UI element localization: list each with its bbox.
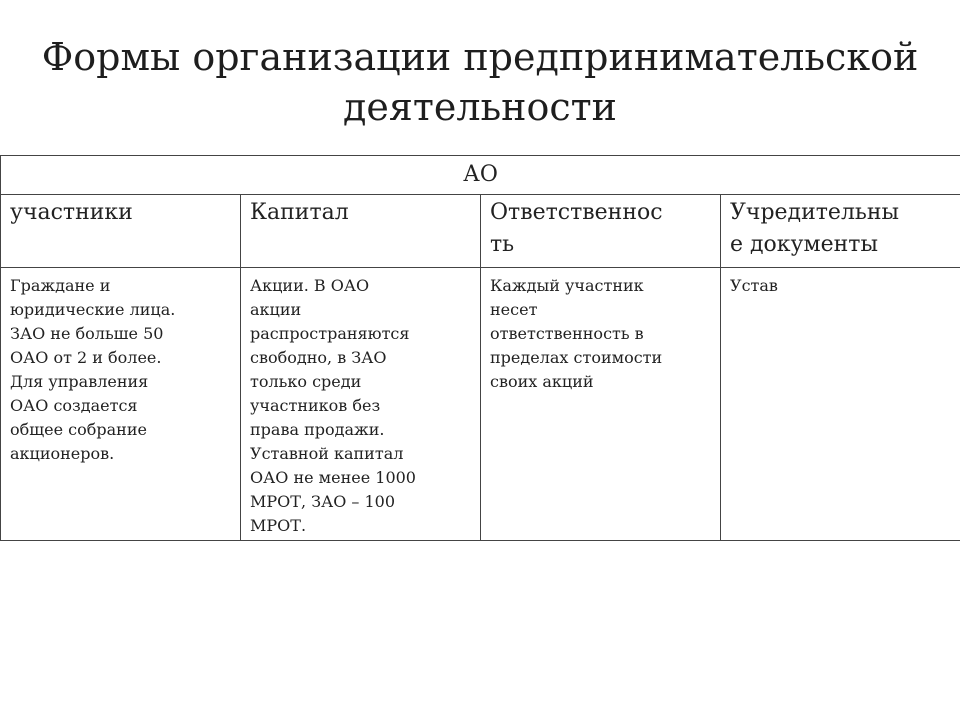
cell-capital-text — [241, 268, 480, 540]
slide-title-line-1: Формы организации предпринимательской — [41, 35, 919, 79]
cell-text-line: распространяются — [250, 324, 410, 343]
slide-title — [0, 32, 960, 132]
cell-text-line: Граждане и — [10, 276, 111, 295]
cell-text-line: юридические лица. — [10, 300, 176, 319]
column-header-text-cont: е документы — [730, 232, 878, 257]
column-header-founding-documents — [721, 195, 960, 268]
column-header-participants — [1, 195, 241, 268]
cell-text-line: ОАО создается — [10, 396, 138, 415]
cell-text-line: акционеров. — [10, 444, 115, 463]
cell-text-line: только среди — [250, 372, 362, 391]
cell-text-line: Устав — [730, 276, 778, 295]
cell-text-line: МРОТ, ЗАО – 100 — [250, 492, 396, 511]
cell-text-line: свободно, в ЗАО — [250, 348, 387, 367]
ao-table — [0, 155, 960, 541]
cell-text-line: акции — [250, 300, 302, 319]
table-header-row — [1, 195, 960, 268]
cell-text-line: ОАО от 2 и более. — [10, 348, 162, 367]
cell-founding-documents-text — [721, 268, 960, 300]
column-header-text: Учредительны — [730, 200, 900, 225]
column-header-text: участники — [10, 200, 133, 225]
column-header-text-cont: ть — [490, 232, 515, 257]
column-header-liability — [481, 195, 721, 268]
table-group-header: АО — [1, 156, 960, 195]
slide-title-line-2: деятельности — [342, 85, 618, 129]
cell-participants-text — [1, 268, 240, 468]
cell-capital — [241, 268, 481, 541]
cell-liability-text — [481, 268, 720, 396]
table-group-row — [1, 156, 960, 195]
ao-table-container — [0, 155, 960, 541]
column-header-text: Ответственнос — [490, 200, 663, 225]
cell-text-line: права продажи. — [250, 420, 385, 439]
cell-liability — [481, 268, 721, 541]
cell-text-line: Каждый участник — [490, 276, 644, 295]
cell-founding-documents — [721, 268, 960, 541]
column-header-capital — [241, 195, 481, 268]
cell-text-line: Уставной капитал — [250, 444, 404, 463]
cell-text-line: своих акций — [490, 372, 594, 391]
cell-text-line: ответственность в — [490, 324, 644, 343]
cell-text-line: ОАО не менее 1000 — [250, 468, 416, 487]
table-row — [1, 268, 960, 541]
cell-text-line: Акции. В ОАО — [250, 276, 370, 295]
cell-text-line: участников без — [250, 396, 381, 415]
column-header-text: Капитал — [250, 200, 349, 225]
cell-text-line: Для управления — [10, 372, 149, 391]
cell-text-line: ЗАО не больше 50 — [10, 324, 164, 343]
cell-text-line: пределах стоимости — [490, 348, 663, 367]
cell-text-line: общее собрание — [10, 420, 147, 439]
cell-participants — [1, 268, 241, 541]
cell-text-line: МРОТ. — [250, 516, 307, 535]
cell-text-line: несет — [490, 300, 538, 319]
